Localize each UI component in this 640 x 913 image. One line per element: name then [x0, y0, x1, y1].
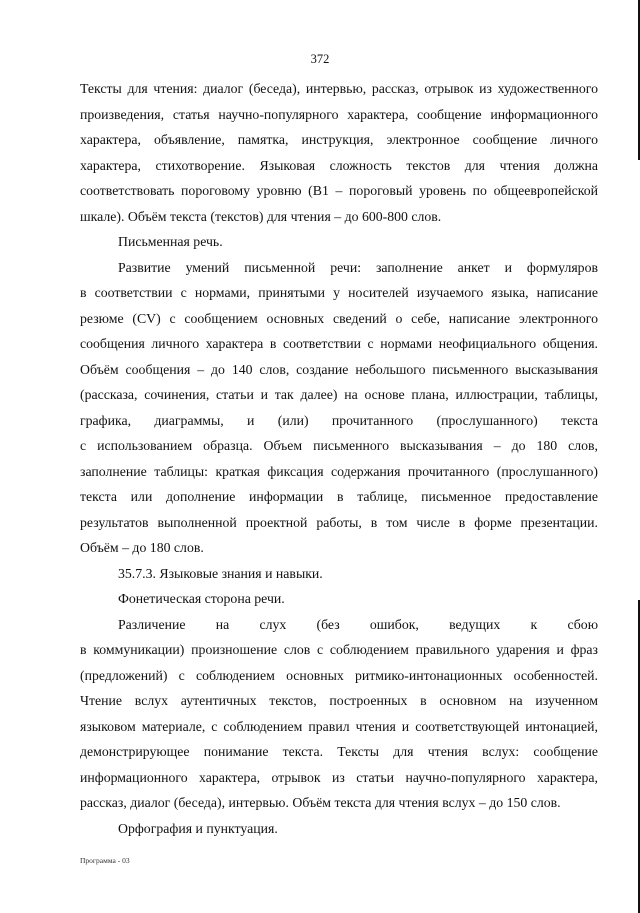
text-line: результатов выполненной проектной работы, в том числе в форме презентации.	[80, 514, 598, 530]
text-line: шкале). Объём текста (текстов) для чтения – до 600-800 слов.	[80, 208, 442, 224]
text-line: сообщения личного характера в соответствии с нормами неофициального общения.	[80, 336, 598, 351]
footer-label: Программа - 03	[80, 856, 130, 865]
text-line: соответствовать пороговому уровню (B1 – пороговый уровень по общеевропейской	[80, 183, 598, 198]
text-line: Развитие умений письменной речи: заполнение анкет и формуляров	[118, 259, 598, 275]
text-line: графика, диаграммы, и (или) прочитанного (прослушанного) текста	[80, 412, 598, 428]
text-line: с использованием образца. Объем письменного высказывания – до 180 слов,	[80, 438, 598, 453]
text-line: Объём сообщения – до 140 слов, создание небольшого письменного высказывания	[80, 361, 598, 377]
page-number: 372	[310, 52, 330, 66]
text-line: в коммуникации) произношение слов с соблюдением правильного ударения и фраз	[80, 642, 598, 657]
text-line: заполнение таблицы: краткая фиксация содержания прочитанного (прослушанного)	[80, 463, 598, 479]
text-line: (рассказа, сочинения, статьи и так далее) на основе плана, иллюстрации, таблицы,	[80, 387, 598, 402]
text-line: (предложений) с соблюдением основных ритмико-интонационных особенностей.	[80, 667, 598, 683]
section-heading: Орфография и пунктуация.	[118, 820, 278, 836]
text-line: резюме (CV) с сообщением основных сведений о себе, написание электронного	[80, 310, 598, 326]
text-line: произведения, статья научно-популярного характера, сообщение информационного	[80, 106, 598, 122]
section-heading: Фонетическая сторона речи.	[118, 591, 285, 606]
text-line: языковом материале, с соблюдением правил чтения и соответствующей интонацией,	[80, 718, 598, 734]
text-line: Объём – до 180 слов.	[80, 540, 204, 555]
text-line: характера, стихотворение. Языковая сложность текстов для чтения должна	[80, 157, 598, 173]
text-line: текста или дополнение информации в таблице, письменное предоставление	[80, 489, 598, 504]
section-heading: Письменная речь.	[118, 234, 223, 249]
text-line: Различение на слух (без ошибок, ведущих к сбою	[118, 616, 598, 632]
text-line: информационного характера, отрывок из статьи научно-популярного характера,	[80, 769, 598, 785]
text-line: Тексты для чтения: диалог (беседа), интервью, рассказ, отрывок из художественного	[80, 81, 598, 96]
section-heading: 35.7.3. Языковые знания и навыки.	[118, 565, 323, 581]
text-line: в соответствии с нормами, принятыми у носителей изучаемого языка, написание	[80, 285, 598, 300]
text-line: Чтение вслух аутентичных текстов, построенных в основном на изученном	[80, 693, 598, 708]
text-line: характера, объявление, памятка, инструкция, электронное сообщение личного	[80, 132, 598, 147]
text-line: рассказ, диалог (беседа), интервью. Объём текста для чтения вслух – до 150 слов.	[80, 795, 561, 810]
text-line: демонстрирующее понимание текста. Тексты для чтения вслух: сообщение	[80, 744, 598, 759]
